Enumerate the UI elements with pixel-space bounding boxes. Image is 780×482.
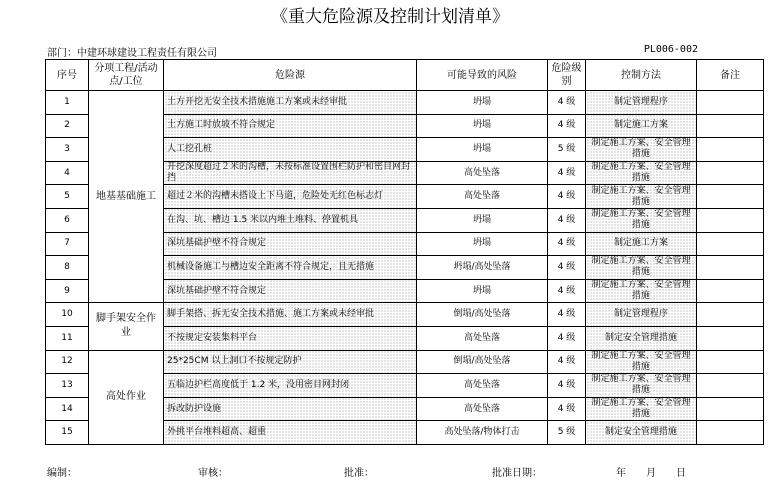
row-risk: 高处坠落 (417, 374, 548, 398)
row-hazard: 超过２米的沟槽未搭设上下马道，危险处无红色标志灯 (164, 185, 417, 209)
row-no: 10 (46, 303, 89, 327)
row-method: 制定施工方案、安全管理措施 (586, 256, 697, 280)
footer-approver: 批准： (344, 468, 374, 479)
row-risk: 坍塌/高处坠落 (417, 256, 548, 280)
row-method: 制定施工方案 (586, 232, 697, 256)
header-no: 序号 (46, 60, 89, 91)
row-no: 3 (46, 138, 89, 162)
header-category: 分项工程/活动点/工位 (89, 60, 164, 91)
row-risk: 坍塌 (417, 208, 548, 232)
row-no: 9 (46, 279, 89, 303)
row-remark (697, 208, 764, 232)
category-height: 高处作业 (89, 350, 164, 444)
table-header-row (46, 60, 764, 91)
row-risk: 高处坠落 (417, 185, 548, 209)
category-scaffold: 脚手架安全作业 (89, 303, 164, 350)
row-risk: 坍塌 (417, 91, 548, 115)
header-remark: 备注 (697, 60, 764, 91)
row-method: 制定安全管理措施 (586, 421, 697, 445)
row-risk: 高处坠落 (417, 161, 548, 185)
row-risk: 坍塌 (417, 232, 548, 256)
row-no: 8 (46, 256, 89, 280)
row-remark (697, 303, 764, 327)
row-remark (697, 350, 764, 374)
row-remark (697, 232, 764, 256)
row-method: 制定管理程序 (586, 91, 697, 115)
row-hazard: 土方开挖无安全技术措施施工方案或未经审批 (164, 91, 417, 115)
row-hazard: 25*25CM 以上洞口不按规定防护 (164, 350, 417, 374)
row-hazard: 五临边护栏高度低于 1.2 米，没用密目网封闭 (164, 374, 417, 398)
header-risk: 可能导致的风险 (417, 60, 548, 91)
row-level: 4 级 (548, 279, 586, 303)
table-row (46, 91, 764, 115)
row-hazard: 机械设备施工与槽边安全距离不符合规定，且无措施 (164, 256, 417, 280)
row-risk: 坍塌 (417, 279, 548, 303)
row-remark (697, 256, 764, 280)
row-method: 制定施工方案、安全管理措施 (586, 350, 697, 374)
row-no: 7 (46, 232, 89, 256)
row-level: 4 级 (548, 161, 586, 185)
row-remark (697, 161, 764, 185)
row-hazard: 土方施工时放坡不符合规定 (164, 114, 417, 138)
row-remark (697, 326, 764, 350)
row-no: 4 (46, 161, 89, 185)
row-hazard: 脚手架搭、拆无安全技术措施、施工方案或未经审批 (164, 303, 417, 327)
row-remark (697, 114, 764, 138)
header-method: 控制方法 (586, 60, 697, 91)
row-level: 4 级 (548, 232, 586, 256)
row-method: 制定施工方案、安全管理措施 (586, 161, 697, 185)
row-hazard: 不按规定安装集料平台 (164, 326, 417, 350)
row-level: 4 级 (548, 303, 586, 327)
header-level: 危险级别 (548, 60, 586, 91)
row-level: 4 级 (548, 208, 586, 232)
row-no: 14 (46, 397, 89, 421)
row-remark (697, 138, 764, 162)
row-method: 制定施工方案、安全管理措施 (586, 138, 697, 162)
row-remark (697, 91, 764, 115)
hazard-table (45, 59, 764, 445)
row-remark (697, 279, 764, 303)
row-risk: 高处坠落 (417, 326, 548, 350)
document-title: 《重大危险源及控制计划清单》 (271, 7, 509, 27)
row-hazard: 开挖深度超过２米的沟槽，未按标准设置围栏防护和密目网封挡 (164, 161, 417, 185)
row-risk: 坍塌 (417, 114, 548, 138)
row-method: 制定施工方案、安全管理措施 (586, 208, 697, 232)
row-hazard: 深坑基础护壁不符合规定 (164, 279, 417, 303)
row-no: 6 (46, 208, 89, 232)
row-method: 制定管理程序 (586, 303, 697, 327)
row-remark (697, 185, 764, 209)
row-risk: 倒塌/高处坠落 (417, 303, 548, 327)
table-row (46, 303, 764, 327)
row-risk: 坍塌 (417, 138, 548, 162)
department-label: 部门：中建环球建设工程责任有限公司 (47, 48, 217, 59)
row-hazard: 在沟、坑、槽边 1.5 米以内堆土堆料、停置机具 (164, 208, 417, 232)
row-level: 4 级 (548, 374, 586, 398)
row-no: 12 (46, 350, 89, 374)
row-level: 4 级 (548, 114, 586, 138)
row-method: 制定安全管理措施 (586, 326, 697, 350)
row-hazard: 深坑基础护壁不符合规定 (164, 232, 417, 256)
row-level: 4 级 (548, 91, 586, 115)
row-no: 5 (46, 185, 89, 209)
row-hazard: 外挑平台堆料超高、超重 (164, 421, 417, 445)
row-level: 5 级 (548, 138, 586, 162)
row-level: 4 级 (548, 256, 586, 280)
row-no: 1 (46, 91, 89, 115)
table-row (46, 350, 764, 374)
row-method: 制定施工方案、安全管理措施 (586, 374, 697, 398)
footer-compiler: 编制： (47, 468, 77, 479)
row-risk: 高处坠落/物体打击 (417, 421, 548, 445)
row-method: 制定施工方案、安全管理措施 (586, 397, 697, 421)
row-risk: 高处坠落 (417, 397, 548, 421)
row-no: 15 (46, 421, 89, 445)
row-remark (697, 374, 764, 398)
row-level: 4 级 (548, 397, 586, 421)
category-foundation: 地基基础施工 (89, 91, 164, 303)
row-risk: 倒塌/高处坠落 (417, 350, 548, 374)
row-method: 制定施工方案、安全管理措施 (586, 185, 697, 209)
row-method: 制定施工方案、安全管理措施 (586, 279, 697, 303)
document-code: PL006-002 (643, 44, 698, 55)
header-hazard: 危险源 (164, 60, 417, 91)
row-level: 4 级 (548, 326, 586, 350)
row-remark (697, 421, 764, 445)
row-level: 5 级 (548, 421, 586, 445)
footer-approve-date: 批准日期： (492, 468, 542, 479)
footer-reviewer: 审核： (198, 468, 228, 479)
footer-date-fields: 年 月 日 (616, 468, 686, 479)
row-level: 4 级 (548, 350, 586, 374)
row-hazard: 拆改防护设施 (164, 397, 417, 421)
row-no: 13 (46, 374, 89, 398)
row-remark (697, 397, 764, 421)
row-no: 11 (46, 326, 89, 350)
row-method: 制定施工方案 (586, 114, 697, 138)
row-level: 4 级 (548, 185, 586, 209)
row-no: 2 (46, 114, 89, 138)
row-hazard: 人工挖孔桩 (164, 138, 417, 162)
